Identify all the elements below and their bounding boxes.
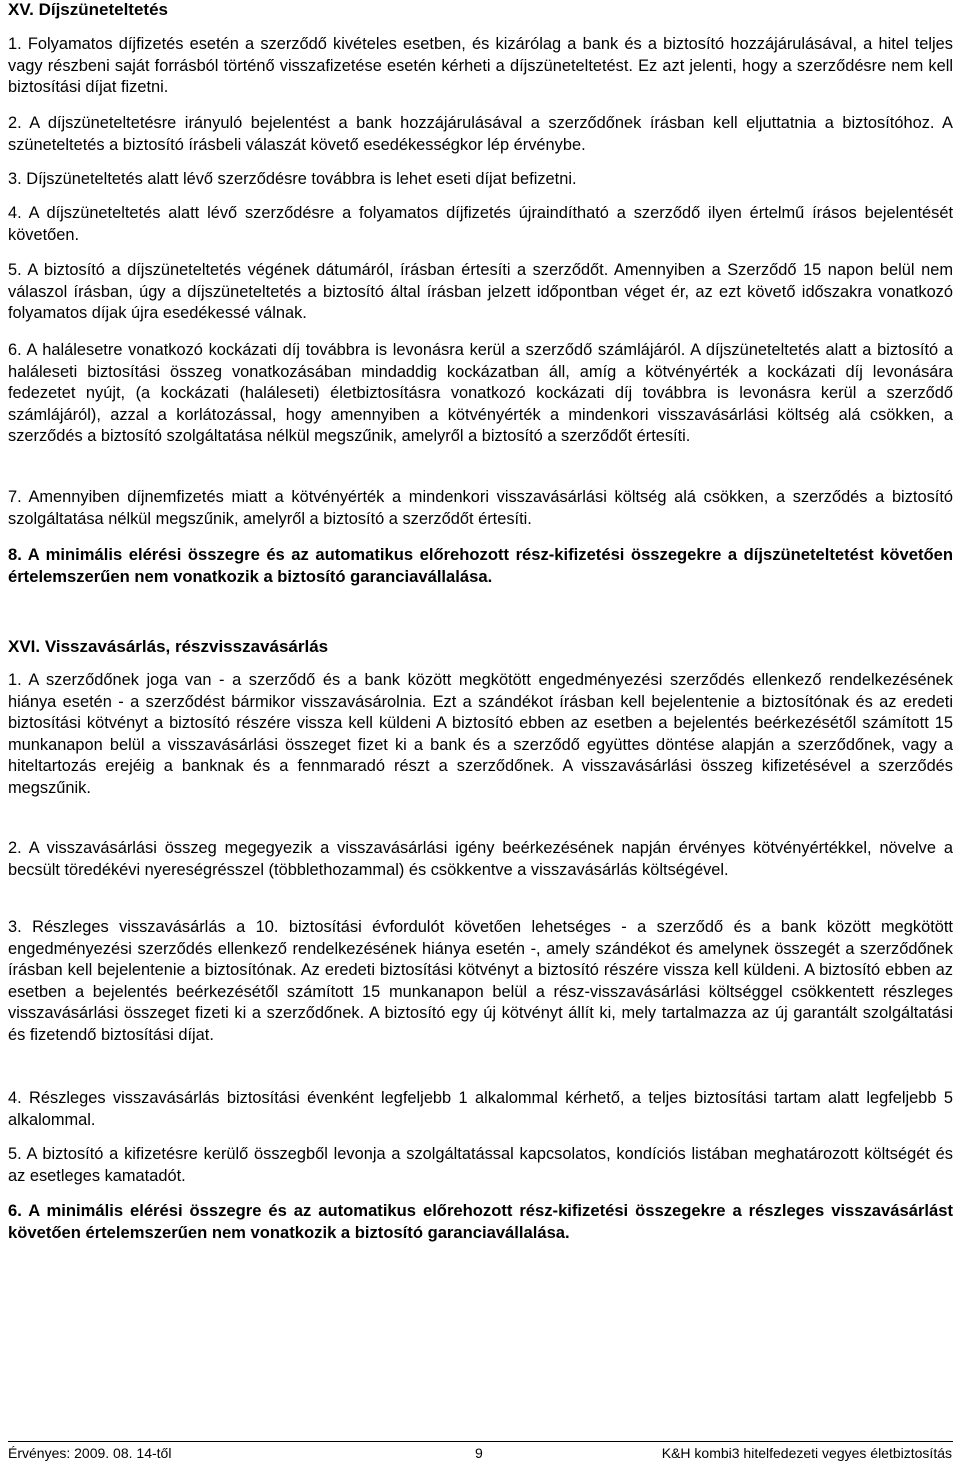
section-16-title: XVI. Visszavásárlás, részvisszavásárlás <box>8 637 329 656</box>
item-text: A visszavásárlási összeg megegyezik a visszavásárlási igény beérkezésének napján érvényes kötvényértékkel, növelve a becsült töredékévi nyereségrésszel (többlethozammal) és csökkentve a visszavásárlás költségével. <box>8 839 953 879</box>
section-16-item-5 <box>8 1144 953 1187</box>
section-15-item-5 <box>8 260 953 325</box>
item-number: 5. <box>8 1145 22 1163</box>
item-number: 6. <box>8 341 22 359</box>
section-15-item-7 <box>8 487 953 530</box>
item-text: A díjszüneteltetés alatt lévő szerződésre a folyamatos díjfizetés újraindítható a szerződő ilyen értelmű írásos bejelentését követően. <box>8 204 953 244</box>
item-number: 8. <box>8 545 22 564</box>
item-number: 1. <box>8 35 22 53</box>
item-number: 6. <box>8 1201 22 1220</box>
item-number: 5. <box>8 261 22 279</box>
section-16-item-1 <box>8 670 953 799</box>
item-text: A biztosító a kifizetésre kerülő összegből levonja a szolgáltatással kapcsolatos, kondíciós listában meghatározott költségét és az esetleges kamatadót. <box>8 1145 953 1185</box>
section-16-item-2 <box>8 838 953 881</box>
footer-divider <box>8 1441 953 1442</box>
section-16-item-3 <box>8 917 953 1046</box>
footer-page-number: 9 <box>475 1445 483 1461</box>
section-15-item-6 <box>8 340 953 448</box>
section-15-item-8 <box>8 544 953 588</box>
item-text: A szerződőnek joga van - a szerződő és a bank között megkötött engedményezési szerződés ellenkező rendelkezésének hiánya esetén - a szerződést bármikor visszavásárolnia. Ezt a szándékot írásban kell bejelentenie a biztosítónak és az eredeti biztosítási kötvényt a biztosító részére vissza kell küldeni A biztosító ebben az esetben a bejelentés beérkezésétől számított 15 munkanapon belül a visszavásárlási összeget fizet ki a bank és a szerződő együttes döntése alapján a szerződőnek, vagy a hiteltartozás erejéig a banknak és a fennmaradó részt a szerződőnek. A visszavásárlási összeg kifizetésével a szerződés megszűnik. <box>8 671 953 797</box>
item-number: 1. <box>8 671 22 689</box>
section-16-item-4 <box>8 1088 953 1131</box>
section-15-item-4 <box>8 203 953 246</box>
item-number: 4. <box>8 204 22 222</box>
item-text: A biztosító a díjszüneteltetés végének dátumáról, írásban értesíti a szerződőt. Amennyiben a Szerződő 15 napon belül nem válaszol írásban, úgy a díjszüneteltetés a biztosító által írásban jelzett időpontban véget ér, az ezt követő időszakra vonatkozó folyamatos díjak újra esedékessé válnak. <box>8 261 953 322</box>
item-number: 3. <box>8 170 22 188</box>
item-text: Részleges visszavásárlás a 10. biztosítási évfordulót követően lehetséges - a szerződő és a bank között megkötött engedményezési szerződés ellenkező rendelkezésének hiánya esetén -, amely szándékot és amelynek összegét a szerződőnek írásban kell bejelentenie a biztosítónak. Az eredeti biztosítási kötvényt a biztosító részére vissza kell küldeni. A biztosító ebben az esetben a bejelentés beérkezésétől számított 15 munkanapon belül a rész-visszavásárlási költséggel csökkentett részleges visszavásárlási összeget fizeti ki a szerződőnek. A biztosító egy új kötvényt állít ki, mely tartalmazza az új garantált szolgáltatási és fizetendő biztosítási díjat. <box>8 918 953 1044</box>
item-number: 2. <box>8 839 22 857</box>
item-text: A minimális elérési összegre és az automatikus előrehozott rész-kifizetési összegekre a díjszüneteltetést követően értelemszerűen nem vonatkozik a biztosító garanciavállalása. <box>8 545 953 586</box>
item-number: 2. <box>8 114 22 132</box>
section-15-item-2 <box>8 113 953 156</box>
section-15-title: XV. Díjszüneteltetés <box>8 0 168 19</box>
item-text: Amennyiben díjnemfizetés miatt a kötvényérték a mindenkori visszavásárlási költség alá csökken, a szerződés a biztosító szolgáltatása nélkül megszűnik, amelyről a biztosító a szerződőt értesíti. <box>8 488 953 528</box>
item-text: A minimális elérési összegre és az automatikus előrehozott rész-kifizetési összegekre a részleges visszavásárlást követően értelemszerűen nem vonatkozik a biztosító garanciavállalása. <box>8 1201 953 1242</box>
item-number: 4. <box>8 1089 22 1107</box>
footer-product-name: K&H kombi3 hitelfedezeti vegyes életbiztosítás <box>661 1445 952 1461</box>
item-text: A díjszüneteltetésre irányuló bejelentést a bank hozzájárulásával a szerződőnek írásban kell eljuttatnia a biztosítóhoz. A szüneteltetés a biztosító írásbeli válaszát követő esedékességkor lép érvénybe. <box>8 114 953 154</box>
footer-validity: Érvényes: 2009. 08. 14-től <box>8 1445 172 1461</box>
item-text: A halálesetre vonatkozó kockázati díj továbbra is levonásra kerül a szerződő számlájáról. A díjszüneteltetés alatt a biztosító a haláleseti biztosítási összeg vonatkozásában mindaddig kockázatban áll, amíg a kötvényérték a kockázati díj levonására fedezetet nyújt, (a kockázati (haláleseti) életbiztosításra vonatkozó kockázati díj továbbra is levonásra kerül a szerződő számlájáról), azzal a korlátozással, hogy amennyiben a kötvényérték a mindenkori visszavásárlási költség alá csökken, a szerződés a biztosító szolgáltatása nélkül megszűnik, amelyről a biztosító a szerződőt értesíti. <box>8 341 953 445</box>
item-number: 3. <box>8 918 22 936</box>
item-text: Folyamatos díjfizetés esetén a szerződő kivételes esetben, és kizárólag a bank és a biztosító hozzájárulásával, a hitel teljes vagy részbeni saját forrásból történő visszafizetése esetén kérheti a díjszüneteltetést. Ez azt jelenti, hogy a szerződésre nem kell biztosítási díjat fizetni. <box>8 35 953 96</box>
item-number: 7. <box>8 488 22 506</box>
section-15-item-3 <box>8 169 953 191</box>
section-16-item-6 <box>8 1200 953 1244</box>
section-15-item-1 <box>8 34 953 99</box>
item-text: Díjszüneteltetés alatt lévő szerződésre továbbra is lehet eseti díjat befizetni. <box>26 170 577 188</box>
item-text: Részleges visszavásárlás biztosítási évenként legfeljebb 1 alkalommal kérhető, a teljes biztosítási tartam alatt legfeljebb 5 alkalommal. <box>8 1089 953 1129</box>
